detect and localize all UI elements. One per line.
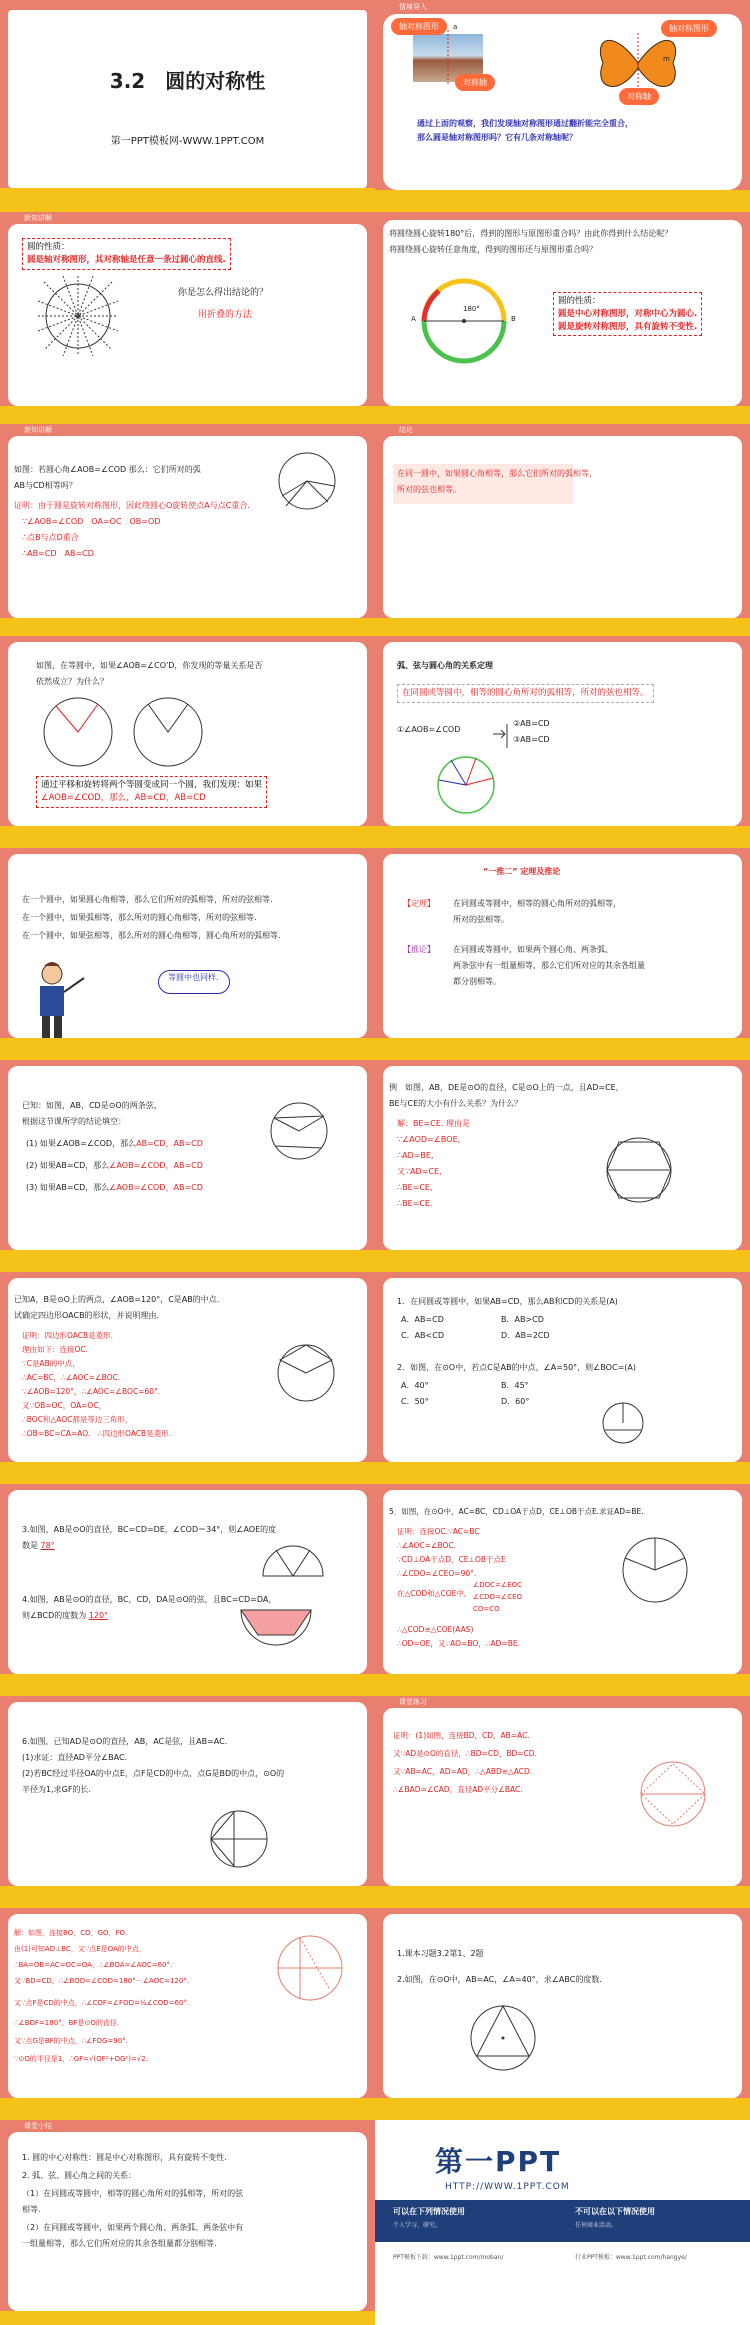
proof-step-3: ∴AB=CD AB=CD bbox=[22, 549, 94, 558]
blank-3 bbox=[26, 1182, 203, 1195]
solution-3: 又∵AD=CE, bbox=[397, 1167, 442, 1176]
blank-2-a: ∠AOB=∠COD，AB=CD bbox=[109, 1161, 203, 1170]
property-text-2: 圆是旋转对称图形，具有旋转不变性. bbox=[558, 321, 698, 332]
slide-rhombus bbox=[0, 1272, 375, 1484]
q4-answer: 120° bbox=[88, 1611, 109, 1620]
answer-text: 用折叠的方法 bbox=[198, 310, 253, 320]
sol-6: ∴∠BOF=180°，BF是⊙O的直径. bbox=[14, 2019, 120, 2027]
corollary-line-1: 在同圆或等圆中，如果两个圆心角、两条弧、 bbox=[453, 945, 613, 954]
relation-line-3: 在一个圆中，如果弦相等，那么所对的圆心角相等，圆心角所对的弧相等. bbox=[22, 931, 281, 940]
finding-line-2: ∠AOB=∠COD，那么，AB=CD，AB=CD bbox=[41, 792, 206, 803]
bubble-text: 等圆中也同样. bbox=[168, 973, 219, 982]
option-1b[interactable]: B．AB>CD bbox=[501, 1315, 544, 1324]
brand-logo: 第一PPT bbox=[435, 2145, 562, 2178]
circle-figure bbox=[633, 1754, 713, 1834]
property-box bbox=[22, 238, 231, 270]
heading-text: “一推二” 定理及推论 bbox=[483, 867, 561, 876]
sol-4: 又∵BD=CD，∴∠BOD=∠COD=180°－∠AOC=120°. bbox=[14, 1977, 190, 1985]
proof-8: ∴OB=BC=CA=AO. ∴四边形OACB是菱形. bbox=[22, 1429, 172, 1438]
circle-figure bbox=[204, 1804, 274, 1874]
q3-prompt: 数是 bbox=[22, 1541, 38, 1550]
question: 5．如图，在⊙O中，AC=BC，CD⊥OA于点D，CE⊥OB于点E.求证AD=BE. bbox=[389, 1507, 644, 1516]
hexagon-circle-figure bbox=[599, 1130, 679, 1210]
solution-0: 解：BE=CE. 理由是 bbox=[397, 1119, 470, 1128]
question-1: 1．在同圆或等圆中，如果AB=CD，那么AB和CD的关系是(A) bbox=[397, 1297, 618, 1306]
slide-title bbox=[0, 0, 375, 212]
circle-figure bbox=[264, 1096, 334, 1166]
usage-allowed-text: 个人学习、研究。 bbox=[393, 2222, 442, 2229]
slide-multiple-choice bbox=[375, 1272, 750, 1484]
text-line-1: 例 如图，AB，DE是⊙O的直径，C是⊙O上的一点，且AD=CE， bbox=[389, 1083, 624, 1092]
callout-axis-figure-2: 轴对称图形 bbox=[661, 20, 717, 37]
proof-3: ∵C是AB的中点， bbox=[22, 1359, 80, 1368]
q6-line-3: (2)若BC经过半径OA的中点E，点F是CD的中点，点G是BD的中点，⊙O的 bbox=[22, 1769, 285, 1778]
circle-figure bbox=[270, 1928, 350, 2008]
blank-2 bbox=[26, 1160, 203, 1173]
slide-degrees bbox=[0, 1484, 375, 1696]
proof-step-1: ∵∠AOB=∠COD OA=OC OB=OD bbox=[22, 517, 161, 526]
slide-subtitle: 第一PPT模板网-WWW.1PPT.COM bbox=[110, 136, 265, 147]
blank-3-q: (3) 如果AB=CD，那么 bbox=[26, 1183, 110, 1192]
cond-3: CO=CO bbox=[473, 1605, 500, 1613]
circle-figure bbox=[593, 1398, 653, 1448]
proof-1: 证明：(1)如图，连接BD，CD，AB=AC. bbox=[393, 1731, 530, 1740]
slide-brand-footer bbox=[375, 2120, 750, 2325]
blank-2-q: (2) 如果AB=CD，那么 bbox=[26, 1161, 110, 1170]
slide-tag: 情境导入 bbox=[399, 3, 427, 11]
proof-2: ∴∠AOC=∠BOC. bbox=[397, 1541, 457, 1550]
slide-fill-blanks bbox=[0, 1060, 375, 1272]
usage-forbidden-title: 不可以在以下情况使用 bbox=[575, 2207, 655, 2216]
sol-3: ∴BA=OB=AC=OC=OA，∴∠BOA=∠AOC=60°. bbox=[14, 1961, 173, 1969]
label-A: A bbox=[411, 315, 416, 323]
intro-question-1: 通过上面的观察，我们发现轴对称图形通过翻折能完全重合， bbox=[417, 119, 633, 128]
q6-line-1: 6.如图，已知AD是⊙O的直径，AB，AC是弦，且AB=AC. bbox=[22, 1737, 228, 1746]
question-text: 你是怎么得出结论的？ bbox=[178, 288, 269, 298]
slide-tag: 课堂小结 bbox=[24, 2122, 52, 2130]
callout-axis-2: 对称轴 bbox=[619, 88, 659, 105]
q6-line-2: (1)求证：直径AD平分∠BAC. bbox=[22, 1753, 128, 1762]
slide-center-symmetry bbox=[375, 212, 750, 424]
slide-intro bbox=[375, 0, 750, 212]
text-line-1: 如图：若圆心角∠AOB=∠COD 那么：它们所对的弧 bbox=[14, 465, 201, 474]
text-line-1: 如图，在等圆中，如果∠AOB=∠CO'D，你发现的等量关系是否 bbox=[36, 661, 263, 670]
summary-6: 一组量相等，那么它们所对应的其余各组量都分别相等. bbox=[22, 2239, 217, 2248]
q3-line-1: 3.如图，AB是⊙O的直径，BC=CD=DE，∠COD＝34°，则∠AOE的度 bbox=[22, 1525, 277, 1534]
finding-line-1: 通过平移和旋转将两个等圆变成同一个圆，我们发现：如果 bbox=[41, 780, 263, 790]
triangle-circle-figure bbox=[463, 1996, 543, 2076]
option-2b[interactable]: B．45° bbox=[501, 1381, 529, 1390]
summary-2: 2. 弧、弦、圆心角之间的关系： bbox=[22, 2171, 137, 2180]
property-box bbox=[553, 292, 702, 336]
text-line-2: 依然成立？为什么？ bbox=[36, 677, 108, 686]
circle-figure bbox=[615, 1530, 695, 1610]
cond-1: ∠DOC=∠EOC bbox=[473, 1581, 523, 1589]
slide-equal-circles bbox=[0, 636, 375, 848]
text-line-2: 将圆绕圆心旋转任意角度，得到的图形还与原图形重合吗？ bbox=[389, 245, 597, 254]
question-2: 2．如图，在⊙O中，若点C是AB的中点，∠A=50°，则∠BOC=(A) bbox=[397, 1363, 636, 1372]
intro-question-2: 那么圆是轴对称图形吗？它有几条对称轴呢？ bbox=[417, 133, 577, 142]
summary-5: （2）在同圆或等圆中，如果两个圆心角、两条弧、两条弦中有 bbox=[22, 2223, 244, 2232]
conclusion-line-1: 在同一圆中，如果圆心角相等，那么它们所对的弧相等， bbox=[397, 469, 597, 478]
two-circles-figure bbox=[38, 692, 218, 772]
proof-4: ∴AC=BC，∴∠AOC=∠BOC. bbox=[22, 1373, 121, 1382]
relation-line-1: 在一个圆中，如果圆心角相等，那么它们所对的弧相等，所对的弦相等. bbox=[22, 895, 273, 904]
result-2: ③AB=CD bbox=[513, 735, 550, 744]
sol-2: 由(1)可知AD⊥BC，又∵点E是OA的中点， bbox=[14, 1945, 146, 1953]
theorem-text: 在同圆或等圆中，相等的圆心角所对的弧相等，所对的弦也相等。 bbox=[402, 688, 649, 698]
proof-step-2: ∴点B与点D重合 bbox=[22, 533, 79, 542]
text-line-2: 试确定四边形OACB的形状，并说明理由. bbox=[14, 1311, 160, 1320]
proof-1: 证明：四边形OACB是菱形. bbox=[22, 1331, 114, 1340]
slide-tag: 结论 bbox=[399, 426, 413, 434]
theorem-tag: 【定理】 bbox=[403, 899, 435, 908]
finding-box bbox=[36, 776, 267, 808]
slide-exercise-proof bbox=[375, 1696, 750, 1908]
condition-eq: ①∠AOB=∠COD bbox=[397, 725, 461, 734]
label-deg: 180° bbox=[463, 305, 480, 313]
circle-rhombus-figure bbox=[266, 1338, 346, 1408]
proof-5: ∵∠AOB=120°，∴∠AOC=∠BOC=60°. bbox=[22, 1387, 161, 1396]
blank-1 bbox=[26, 1138, 203, 1151]
text-line-1: 已知A，B是⊙O上的两点，∠AOB=120°，C是AB的中点. bbox=[14, 1295, 220, 1304]
property-title: 圆的性质： bbox=[27, 242, 70, 252]
homework-1: 1.课本习题3.2第1、2题 bbox=[397, 1949, 484, 1958]
usage-forbidden-text: 任何商业活动。 bbox=[575, 2222, 618, 2229]
theorem-box bbox=[397, 684, 654, 703]
theorem-line-2: 所对的弦相等。 bbox=[453, 915, 509, 924]
property-title: 圆的性质： bbox=[558, 296, 601, 306]
result-1: ②AB=CD bbox=[513, 719, 550, 728]
slide-arc-proof bbox=[0, 424, 375, 636]
brand-url[interactable]: HTTP://WWW.1PPT.COM bbox=[445, 2182, 570, 2192]
option-1d[interactable]: D．AB=2CD bbox=[501, 1331, 550, 1340]
proof-6: 又∵OB=OC，OA=OC， bbox=[22, 1401, 107, 1410]
q6-line-4: 半径为1,求GF的长. bbox=[22, 1785, 91, 1794]
proof-7: ∴OD=OE，又∵AO=BO，∴AD=BE. bbox=[397, 1639, 520, 1648]
proof-5: 在△COD和△COE中, bbox=[397, 1589, 467, 1598]
theorem-line-1: 在同圆或等圆中，相等的圆心角所对的弧相等， bbox=[453, 899, 621, 908]
proof-7: ∴BOC和△AOC都是等边三角形， bbox=[22, 1415, 133, 1424]
option-2c[interactable]: C．50° bbox=[401, 1397, 429, 1406]
q4-prompt: 则∠BCD的度数为 bbox=[22, 1611, 87, 1620]
option-2d[interactable]: D．60° bbox=[501, 1397, 530, 1406]
slide-tag: 新知讲解 bbox=[24, 426, 52, 434]
semicircle-figure-1 bbox=[258, 1536, 328, 1586]
proof-3: ∵CD⊥OA于点D，CE⊥OB于点E bbox=[397, 1555, 506, 1564]
relation-line-2: 在一个圆中，如果弧相等，那么所对的圆心角相等，所对的弦相等. bbox=[22, 913, 257, 922]
slide-example bbox=[375, 1060, 750, 1272]
property-text-1: 圆是中心对称图形，对称中心为圆心. bbox=[558, 308, 698, 319]
slide-class-summary bbox=[0, 2120, 375, 2325]
slide-homework bbox=[375, 1908, 750, 2120]
slide-proof-congruence bbox=[375, 1484, 750, 1696]
slide-summary-relations bbox=[0, 848, 375, 1060]
solution-2: ∴AD=BE, bbox=[397, 1151, 434, 1160]
blank-1-q: (1) 如果∠AOB=∠COD，那么 bbox=[26, 1139, 137, 1148]
sol-7: 又∵点G是BF的中点，∴∠FOG=90°. bbox=[14, 2037, 128, 2045]
proof-6: ∴△COD≌△COE(AAS) bbox=[397, 1625, 474, 1634]
proof-1: 证明：连接OC.∵AC=BC bbox=[397, 1527, 480, 1536]
summary-1: 1. 圆的中心对称性：圆是中心对称图形，具有旋转不变性. bbox=[22, 2153, 227, 2162]
q3-answer: 78° bbox=[40, 1541, 55, 1550]
slide-axis-symmetry bbox=[0, 212, 375, 424]
slide-solution-gf bbox=[0, 1908, 375, 2120]
proof-2: 理由如下：连接OC. bbox=[22, 1345, 89, 1354]
option-1a[interactable]: A．AB=CD bbox=[401, 1315, 444, 1324]
blank-3-a: ∠AOB=∠COD，AB=CD bbox=[109, 1183, 203, 1192]
footer-link-right[interactable]: 行业PPT模板：www.1ppt.com/hangye/ bbox=[575, 2254, 687, 2261]
proof-line: 证明：由于圆是旋转对称图形，因此绕圆心O旋转使点A与点C重合. bbox=[14, 501, 250, 510]
proof-2: 又∵AD是⊙O的直径，∴BD=CD，BD=CD. bbox=[393, 1749, 537, 1758]
arrow-icon bbox=[493, 722, 513, 752]
proof-4: ∴∠BAD=∠CAD，直径AD平分∠BAC. bbox=[393, 1785, 523, 1794]
q3-line-2 bbox=[22, 1540, 55, 1553]
slide-tag: 课堂练习 bbox=[399, 1698, 427, 1706]
blank-1-a: AB=CD，AB=CD bbox=[136, 1139, 203, 1148]
sol-1: 解：如图，连接BO，CO，GO，FO. bbox=[14, 1929, 127, 1937]
summary-3: （1）在同圆或等圆中，相等的圆心角所对的弧相等，所对的弦 bbox=[22, 2189, 244, 2198]
usage-allowed-title: 可以在下列情况使用 bbox=[393, 2207, 465, 2216]
conclusion-line-2: 所对的弦也相等。 bbox=[397, 485, 461, 494]
option-1c[interactable]: C．AB<CD bbox=[401, 1331, 444, 1340]
text-line-1: 已知：如图，AB，CD是⊙O的两条弦， bbox=[22, 1101, 162, 1110]
slide-heading bbox=[483, 866, 560, 879]
text-line-2: AB与CD相等吗？ bbox=[14, 481, 77, 490]
corollary-line-3: 都分别相等。 bbox=[453, 977, 501, 986]
rotation-circle-figure bbox=[419, 276, 509, 366]
callout-axis-1: 对称轴 bbox=[455, 74, 495, 91]
circle-axes-figure bbox=[38, 276, 118, 356]
slide-title-text: 3.2 圆的对称性 bbox=[109, 69, 266, 93]
text-line-2: BE与CE的大小有什么关系？为什么？ bbox=[389, 1099, 523, 1108]
q4-line-1: 4.如图，AB是⊙O的直径，BC，CD，DA是⊙O的弦，且BC=CD=DA， bbox=[22, 1595, 277, 1604]
slide-theorem bbox=[375, 636, 750, 848]
label-B: B bbox=[511, 315, 516, 323]
sol-5: 又∵点F是CD的中点，∴∠COF=∠FOD=½∠COD=60°. bbox=[14, 1999, 190, 2007]
option-2a[interactable]: A．40° bbox=[401, 1381, 429, 1390]
label-a: a bbox=[453, 23, 458, 31]
solution-4: ∴BE=CE, bbox=[397, 1183, 433, 1192]
homework-2: 2.如图，在⊙O中，AB=AC，∠A=40°，求∠ABC的度数. bbox=[397, 1975, 602, 1984]
footer-link-left[interactable]: PPT模板下载：www.1ppt.com/moban/ bbox=[393, 2254, 504, 2261]
proof-3: 又∵AB=AC，AD=AD，∴△ABD≌△ACD. bbox=[393, 1767, 533, 1776]
summary-4: 相等. bbox=[22, 2205, 41, 2214]
solution-5: ∴BE=CE. bbox=[397, 1199, 433, 1208]
slide-problem-6 bbox=[0, 1696, 375, 1908]
sol-8: ∵⊙O的半径是1，∴GF=√(OF²+OG²)=√2. bbox=[14, 2055, 148, 2063]
cond-2: ∠CDO=∠CEO bbox=[473, 1593, 523, 1601]
solution-1: ∵∠AOD=∠BOE, bbox=[397, 1135, 461, 1144]
slide-one-implies-two bbox=[375, 848, 750, 1060]
callout-axis-figure-1: 轴对称图形 bbox=[391, 18, 447, 35]
label-m: m bbox=[663, 55, 670, 63]
text-line-2: 根据这节课所学的结论填空： bbox=[22, 1117, 126, 1126]
q4-line-2 bbox=[22, 1610, 108, 1623]
semicircle-figure-2 bbox=[236, 1600, 316, 1650]
slide-tag: 新知讲解 bbox=[24, 214, 52, 222]
circle-figure bbox=[431, 750, 501, 820]
text-line-1: 将圆绕圆心旋转180°后，得到的图形与原图形重合吗？由此你得到什么结论呢？ bbox=[389, 229, 673, 238]
corollary-tag: 【推论】 bbox=[403, 945, 435, 954]
corollary-line-2: 两条弦中有一组量相等，那么它们所对应的其余各组量 bbox=[453, 961, 645, 970]
teacher-icon bbox=[22, 960, 92, 1040]
theorem-title: 弧、弦与圆心角的关系定理 bbox=[397, 661, 493, 670]
circle-figure bbox=[272, 446, 342, 516]
slide-conclusion bbox=[375, 424, 750, 636]
property-text: 圆是轴对称图形，其对称轴是任意一条过圆心的直线. bbox=[27, 254, 226, 265]
proof-4: ∴∠CDO=∠CEO=90°. bbox=[397, 1569, 477, 1578]
